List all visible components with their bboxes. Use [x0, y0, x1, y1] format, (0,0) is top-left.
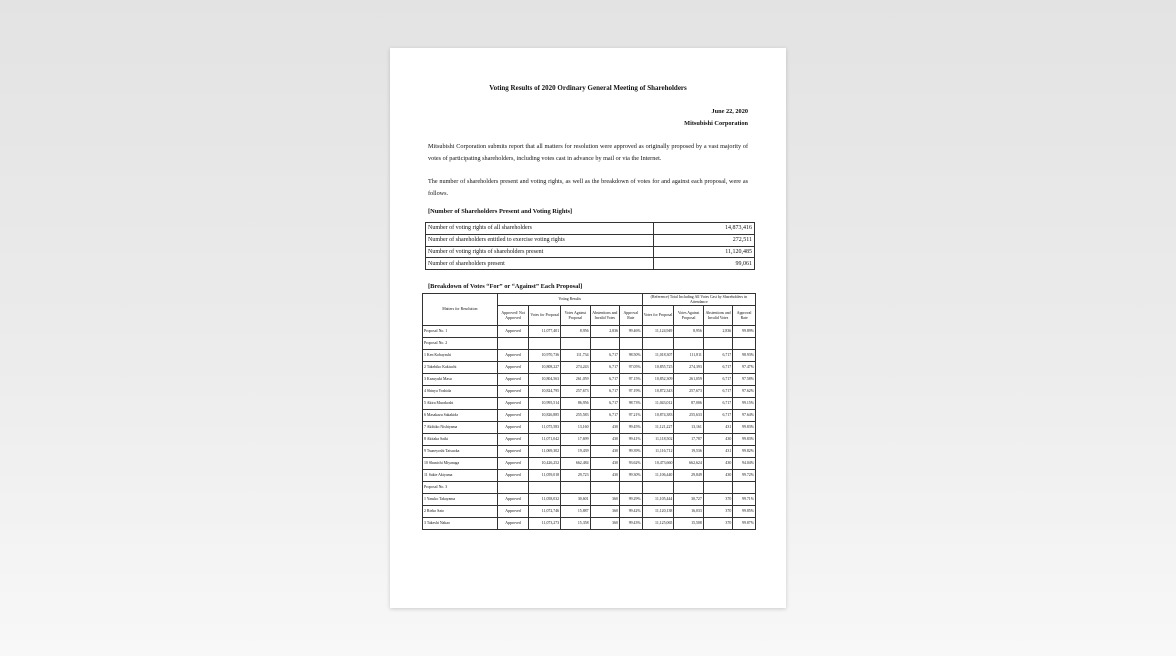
ref-votes-against: 17,787 — [674, 434, 703, 446]
ref-abstentions: 6,717 — [703, 398, 732, 410]
ref-approval-rate — [733, 338, 756, 350]
ref-votes-against: 255,633 — [674, 410, 703, 422]
ref-votes-against: 87,006 — [674, 398, 703, 410]
ref-abstentions: 370 — [703, 494, 732, 506]
ref-abstentions: 6,717 — [703, 350, 732, 362]
ref-votes-against: 274,393 — [674, 362, 703, 374]
approval-status: Approved — [497, 446, 529, 458]
table-row — [423, 326, 756, 338]
ref-votes-for: 11,116,712 — [642, 446, 674, 458]
ref-approval-rate: 98.93% — [733, 350, 756, 362]
approval-status: Approved — [497, 506, 529, 518]
votes-against — [561, 338, 590, 350]
ref-approval-rate: 97.47% — [733, 362, 756, 374]
abstentions: 6,717 — [590, 374, 619, 386]
ref-votes-against: 30,727 — [674, 494, 703, 506]
row-value: 272,511 — [654, 234, 755, 246]
ref-votes-for — [642, 338, 674, 350]
ref-votes-for: 11,121,227 — [642, 422, 674, 434]
votes-for: 10,826,885 — [529, 410, 561, 422]
approval-status: Approved — [497, 470, 529, 482]
resolution-name: 2 Takehiko Kakiuchi — [423, 362, 498, 374]
table-row — [423, 518, 756, 530]
ref-abstentions — [703, 338, 732, 350]
votes-against: 8,956 — [561, 326, 590, 338]
abstentions: 2,836 — [590, 326, 619, 338]
approval-status: Approved — [497, 350, 529, 362]
ref-abstentions: 370 — [703, 506, 732, 518]
votes-against: 15,358 — [561, 518, 590, 530]
votes-for: 11,072,746 — [529, 506, 561, 518]
ref-against-header: Votes Against Proposal — [674, 306, 703, 326]
voting-rights-table — [425, 222, 755, 270]
ref-abstentions: 431 — [703, 446, 732, 458]
approval-rate: 99.46% — [620, 326, 643, 338]
resolution-name: 4 Shinya Yoshida — [423, 386, 498, 398]
ref-votes-against: 15,508 — [674, 518, 703, 530]
resolution-name: Proposal No. 1 — [423, 326, 498, 338]
resolution-name: 3 Takeshi Nakao — [423, 518, 498, 530]
resolution-name: 10 Shunichi Miyanaga — [423, 458, 498, 470]
ref-abstentions: 430 — [703, 434, 732, 446]
votes-for: 10,970,736 — [529, 350, 561, 362]
votes-breakdown-table — [422, 293, 756, 530]
ref-approval-rate: 99.83% — [733, 422, 756, 434]
summary-paragraph: The number of shareholders present and voting rights, as well as the breakdown of votes for and against each proposal, were as follows. — [428, 178, 748, 197]
approval-rate: 99.43% — [620, 518, 643, 530]
table-row — [423, 338, 756, 350]
votes-for: 11,073,273 — [529, 518, 561, 530]
votes-for: 10,995,514 — [529, 398, 561, 410]
abstentions: 430 — [590, 470, 619, 482]
ref-votes-against: 16,033 — [674, 506, 703, 518]
approval-status: Approved — [497, 362, 529, 374]
table-row — [423, 434, 756, 446]
votes-against: 255,583 — [561, 410, 590, 422]
ref-approval-rate: 99.15% — [733, 398, 756, 410]
approved-header: Approved/ Not Approved — [497, 306, 529, 326]
votes-against: 261,059 — [561, 374, 590, 386]
ref-approval-rate: 99.87% — [733, 518, 756, 530]
ref-votes-against — [674, 338, 703, 350]
row-label: Number of shareholders present — [426, 258, 654, 270]
against-header: Votes Against Proposal — [561, 306, 590, 326]
ref-abstentions: 6,717 — [703, 362, 732, 374]
resolution-name: 9 Tsuneyoshi Tatsuoka — [423, 446, 498, 458]
table-row — [423, 398, 756, 410]
resolution-name: 8 Akitaka Saiki — [423, 434, 498, 446]
votes-for: 10,808,227 — [529, 362, 561, 374]
voting-results-header: Voting Results — [497, 294, 642, 306]
ref-votes-against: 257,673 — [674, 386, 703, 398]
ref-abstentions: 430 — [703, 458, 732, 470]
resolution-name: 5 Akira Murakoshi — [423, 398, 498, 410]
approval-status: Approved — [497, 518, 529, 530]
votes-against: 257,673 — [561, 386, 590, 398]
document-date: June 22, 2020 — [711, 108, 748, 115]
abstentions: 360 — [590, 506, 619, 518]
section-heading-votes: [Breakdown of Votes “For” or “Against” Each Proposal] — [428, 283, 583, 290]
for-header: Votes for Proposal — [529, 306, 561, 326]
ref-abstentions: 2,836 — [703, 326, 732, 338]
approval-status: Approved — [497, 422, 529, 434]
resolution-name: Proposal No. 3 — [423, 482, 498, 494]
votes-for — [529, 482, 561, 494]
votes-against: 29,723 — [561, 470, 590, 482]
approval-rate: 99.39% — [620, 446, 643, 458]
ref-abstentions: 6,717 — [703, 410, 732, 422]
votes-for: 11,077,401 — [529, 326, 561, 338]
votes-for: 10,824,795 — [529, 386, 561, 398]
ref-approval-rate: 99.89% — [733, 326, 756, 338]
abstentions: 430 — [590, 458, 619, 470]
ref-approval-rate: 97.62% — [733, 386, 756, 398]
table-row — [423, 470, 756, 482]
table-row — [426, 246, 755, 258]
ref-votes-for: 10,855,725 — [642, 362, 674, 374]
intro-paragraph: Mitsubishi Corporation submits report that all matters for resolution were approved as originally proposed by a vast majority of votes of participating shareholders, including votes cast in advance by mail or via the Internet. — [428, 143, 748, 162]
ref-votes-against: 111,811 — [674, 350, 703, 362]
votes-for — [529, 338, 561, 350]
ref-abstentions: 431 — [703, 422, 732, 434]
approval-rate: 98.73% — [620, 398, 643, 410]
abstentions: 6,717 — [590, 350, 619, 362]
ref-abstentions: 6,717 — [703, 386, 732, 398]
approval-status — [497, 338, 529, 350]
ref-for-header: Votes for Proposal — [642, 306, 674, 326]
resolution-name: 1 Ken Kobayashi — [423, 350, 498, 362]
abstentions — [590, 338, 619, 350]
votes-for: 10,804,563 — [529, 374, 561, 386]
ref-abstentions: 6,717 — [703, 374, 732, 386]
votes-against: 19,439 — [561, 446, 590, 458]
resolution-name: 3 Kazuyuki Masu — [423, 374, 498, 386]
approval-status: Approved — [497, 326, 529, 338]
abstentions: 360 — [590, 494, 619, 506]
row-label: Number of shareholders entitled to exercise voting rights — [426, 234, 654, 246]
approval-rate — [620, 338, 643, 350]
table-row — [423, 350, 756, 362]
approval-status — [497, 482, 529, 494]
ref-votes-against: 19,536 — [674, 446, 703, 458]
ref-votes-against: 8,956 — [674, 326, 703, 338]
votes-against: 17,699 — [561, 434, 590, 446]
approval-rate: 99.42% — [620, 506, 643, 518]
resolution-name: 1 Yasuko Takayama — [423, 494, 498, 506]
ref-abstentions — [703, 482, 732, 494]
ref-votes-for: 11,120,138 — [642, 506, 674, 518]
ref-votes-against: 13,161 — [674, 422, 703, 434]
table-row — [423, 494, 756, 506]
ref-votes-against: 261,059 — [674, 374, 703, 386]
matters-header: Matters for Resolution — [423, 294, 498, 326]
table-row — [426, 234, 755, 246]
approval-status: Approved — [497, 410, 529, 422]
approval-rate: 97.19% — [620, 386, 643, 398]
approval-rate: 99.30% — [620, 470, 643, 482]
votes-for: 11,069,302 — [529, 446, 561, 458]
ref-votes-for: 10,473,660 — [642, 458, 674, 470]
table-row — [423, 458, 756, 470]
votes-against: 13,160 — [561, 422, 590, 434]
votes-against — [561, 482, 590, 494]
approval-rate: 99.41% — [620, 434, 643, 446]
row-label: Number of voting rights of all shareholders — [426, 223, 654, 235]
ref-approval-rate: 94.04% — [733, 458, 756, 470]
approval-rate: 99.45% — [620, 422, 643, 434]
votes-against: 274,243 — [561, 362, 590, 374]
approval-status: Approved — [497, 386, 529, 398]
approval-rate: 97.05% — [620, 362, 643, 374]
resolution-name: 11 Sakie Akiyama — [423, 470, 498, 482]
votes-against: 111,734 — [561, 350, 590, 362]
approval-rate: 93.62% — [620, 458, 643, 470]
votes-for: 11,075,583 — [529, 422, 561, 434]
ref-votes-for: 11,124,949 — [642, 326, 674, 338]
approval-rate — [620, 482, 643, 494]
ref-approval-rate: 99.85% — [733, 506, 756, 518]
approval-status: Approved — [497, 434, 529, 446]
votes-for: 10,426,252 — [529, 458, 561, 470]
row-value: 11,120,485 — [654, 246, 755, 258]
row-value: 99,061 — [654, 258, 755, 270]
table-row — [423, 446, 756, 458]
abstentions: 6,717 — [590, 386, 619, 398]
approval-rate: 99.29% — [620, 494, 643, 506]
ref-approval-rate: 99.71% — [733, 494, 756, 506]
table-row — [423, 422, 756, 434]
abstentions: 430 — [590, 446, 619, 458]
abstentions: 6,717 — [590, 398, 619, 410]
abstentions-header: Abstentions and Invalid Votes — [590, 306, 619, 326]
approval-status: Approved — [497, 374, 529, 386]
resolution-name: 7 Akihiko Nishiyama — [423, 422, 498, 434]
table-row — [423, 506, 756, 518]
ref-votes-for: 11,043,012 — [642, 398, 674, 410]
table-row — [423, 482, 756, 494]
approval-rate: 97.15% — [620, 374, 643, 386]
abstentions: 6,717 — [590, 362, 619, 374]
ref-votes-against: 29,849 — [674, 470, 703, 482]
row-label: Number of voting rights of shareholders present — [426, 246, 654, 258]
votes-against: 15,887 — [561, 506, 590, 518]
table-row — [426, 258, 755, 270]
approval-rate: 97.21% — [620, 410, 643, 422]
document-title: Voting Results of 2020 Ordinary General Meeting of Shareholders — [489, 84, 687, 92]
ref-rate-header: Approval Rate — [733, 306, 756, 326]
table-row — [426, 223, 755, 235]
votes-for: 11,059,018 — [529, 470, 561, 482]
ref-votes-for: 10,872,343 — [642, 386, 674, 398]
table-row — [423, 362, 756, 374]
table-row — [423, 374, 756, 386]
ref-votes-for: 11,018,307 — [642, 350, 674, 362]
ref-abstentions: 430 — [703, 470, 732, 482]
ref-votes-for: 11,106,440 — [642, 470, 674, 482]
votes-against: 86,956 — [561, 398, 590, 410]
resolution-name: 2 Rieko Sato — [423, 506, 498, 518]
row-value: 14,873,416 — [654, 223, 755, 235]
votes-for: 11,058,032 — [529, 494, 561, 506]
resolution-name: Proposal No. 2 — [423, 338, 498, 350]
table-row — [423, 410, 756, 422]
company-name: Mitsubishi Corporation — [684, 120, 748, 127]
abstentions: 430 — [590, 422, 619, 434]
ref-approval-rate — [733, 482, 756, 494]
ref-votes-for: 10,874,383 — [642, 410, 674, 422]
document-page — [390, 48, 786, 608]
ref-votes-for — [642, 482, 674, 494]
ref-votes-against — [674, 482, 703, 494]
approval-rate: 98.50% — [620, 350, 643, 362]
ref-votes-for: 10,852,309 — [642, 374, 674, 386]
ref-abstentions-header: Abstentions and Invalid Votes — [703, 306, 732, 326]
ref-votes-against: 662,624 — [674, 458, 703, 470]
ref-votes-for: 11,118,502 — [642, 434, 674, 446]
approval-status: Approved — [497, 458, 529, 470]
ref-approval-rate: 97.64% — [733, 410, 756, 422]
rate-header: Approval Rate — [620, 306, 643, 326]
approval-status: Approved — [497, 494, 529, 506]
votes-for: 11,071,042 — [529, 434, 561, 446]
section-heading-shareholders: [Number of Shareholders Present and Voting Rights] — [428, 208, 573, 215]
votes-against: 662,484 — [561, 458, 590, 470]
table-row — [423, 386, 756, 398]
ref-votes-for: 11,105,444 — [642, 494, 674, 506]
ref-approval-rate: 99.82% — [733, 446, 756, 458]
ref-approval-rate: 97.58% — [733, 374, 756, 386]
reference-header: (Reference) Total Including All Votes Cast by Shareholders in Attendance — [642, 294, 755, 306]
ref-votes-for: 11,125,065 — [642, 518, 674, 530]
approval-status: Approved — [497, 398, 529, 410]
abstentions: 6,717 — [590, 410, 619, 422]
ref-abstentions: 370 — [703, 518, 732, 530]
votes-against: 30,601 — [561, 494, 590, 506]
resolution-name: 6 Masakazu Sakakida — [423, 410, 498, 422]
abstentions — [590, 482, 619, 494]
abstentions: 360 — [590, 518, 619, 530]
ref-approval-rate: 99.72% — [733, 470, 756, 482]
abstentions: 430 — [590, 434, 619, 446]
ref-approval-rate: 99.83% — [733, 434, 756, 446]
